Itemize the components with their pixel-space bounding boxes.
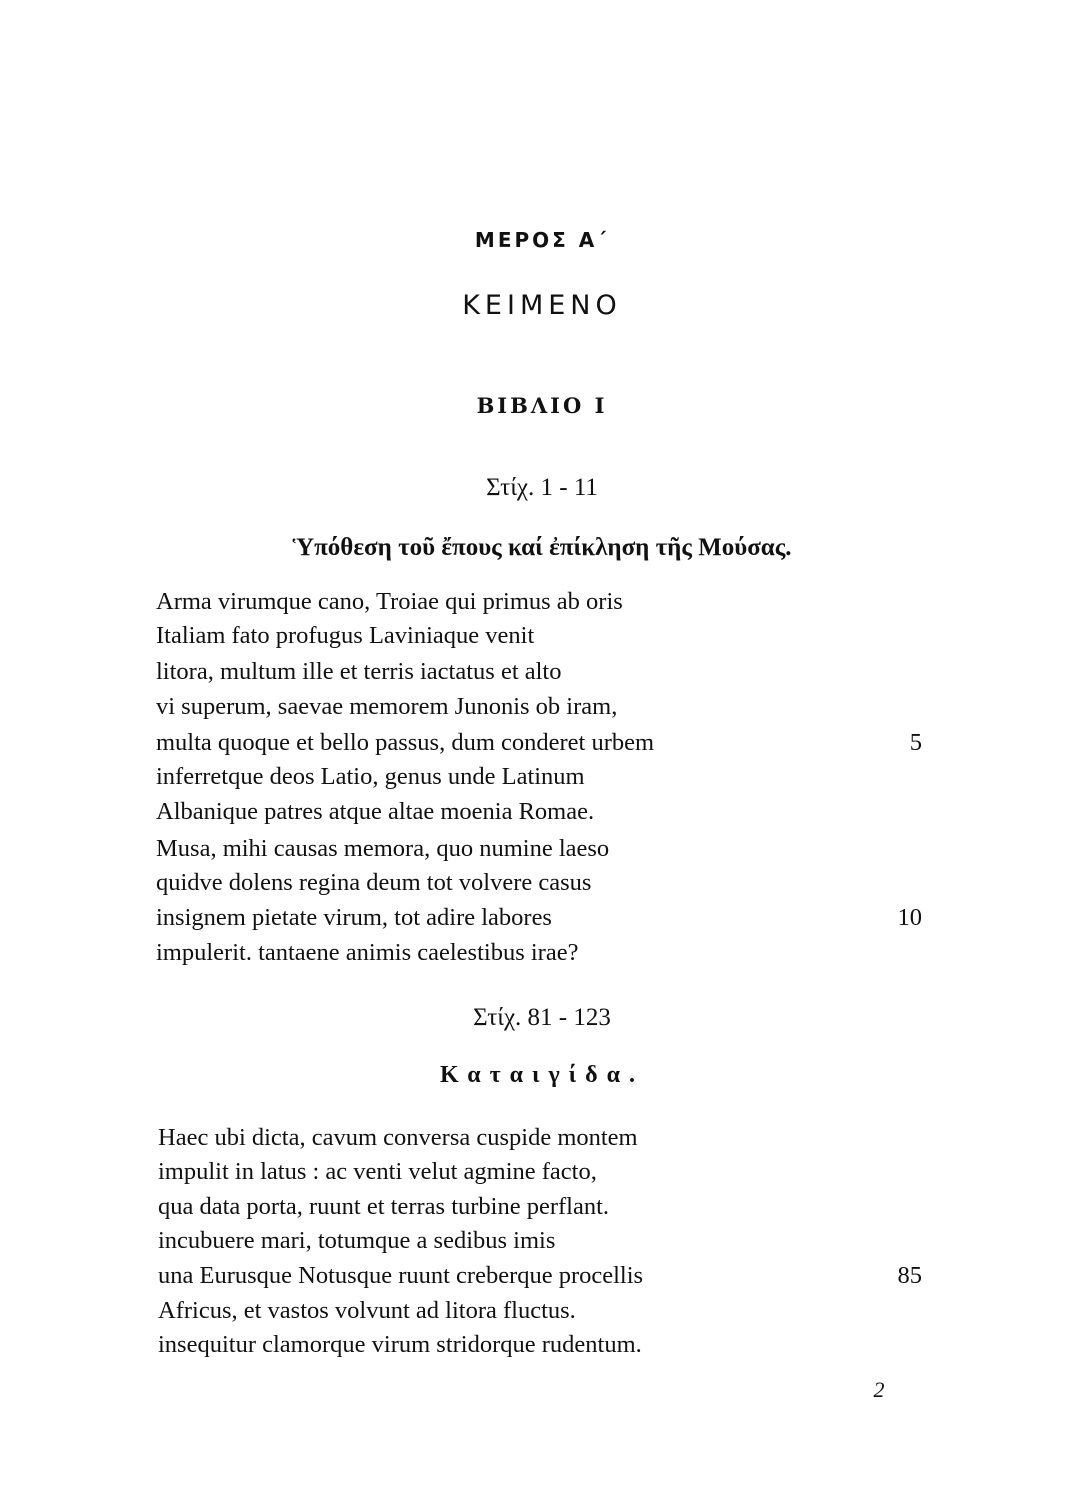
section-1-line-range: Στίχ. 1 - 11 — [486, 474, 598, 501]
book-page: ΜΕΡΟΣ Α΄ ΚΕΙΜΕΝΟ ΒΙΒΛΙΟ Ι Στίχ. 1 - 11 Ὑπόθεση τοῦ ἔπους καί ἐπίκληση τῆς Μούσας. Arma virumque cano, Troiae qui primus ab oris Italiam fato profugus Laviniaque venit litora, multum ille et terris iactatus et alto vi superum, saevae memorem Junonis ob iram, multa quoque et bello passus, dum conderet urbem 5 inferretque deos Latio, genus unde Latinum Albanique patres atque altae moenia Romae. Musa, mihi causas memora, quo numine laeso quidve dolens regina deum tot volvere casus insignem pietate virum, tot adire labores 10 impulerit. tantaene animis caelestibus irae? Στίχ. 81 - 123 Καταιγίδα. Haec ubi dicta, cavum conversa cuspide montem impulit in latus : ac venti velut agmine facto, qua data porta, ruunt et terras turbine perflant. incubuere mari, totumque a sedibus imis una Eurusque Notusque ruunt creberque procellis 85 Africus, et vastos volvunt ad litora fluctus. insequitur clamorque virum stridorque rudentum. 2 — [0, 0, 1084, 1500]
text-heading: ΚΕΙΜΕΝΟ — [462, 290, 622, 321]
page-number: 2 — [873, 1377, 885, 1402]
verse-number: 10 — [897, 904, 922, 931]
section-2-line-range: Στίχ. 81 - 123 — [473, 1004, 611, 1031]
section-2-subject: Καταιγίδα. — [439, 1062, 645, 1088]
section-1-subject: Ὑπόθεση τοῦ ἔπους καί ἐπίκληση τῆς Μούσας. — [292, 534, 792, 561]
verse-number: 5 — [909, 729, 922, 756]
verse-number: 85 — [897, 1262, 922, 1289]
book-heading: ΒΙΒΛΙΟ Ι — [476, 393, 608, 418]
part-heading: ΜΕΡΟΣ Α΄ — [474, 228, 610, 252]
